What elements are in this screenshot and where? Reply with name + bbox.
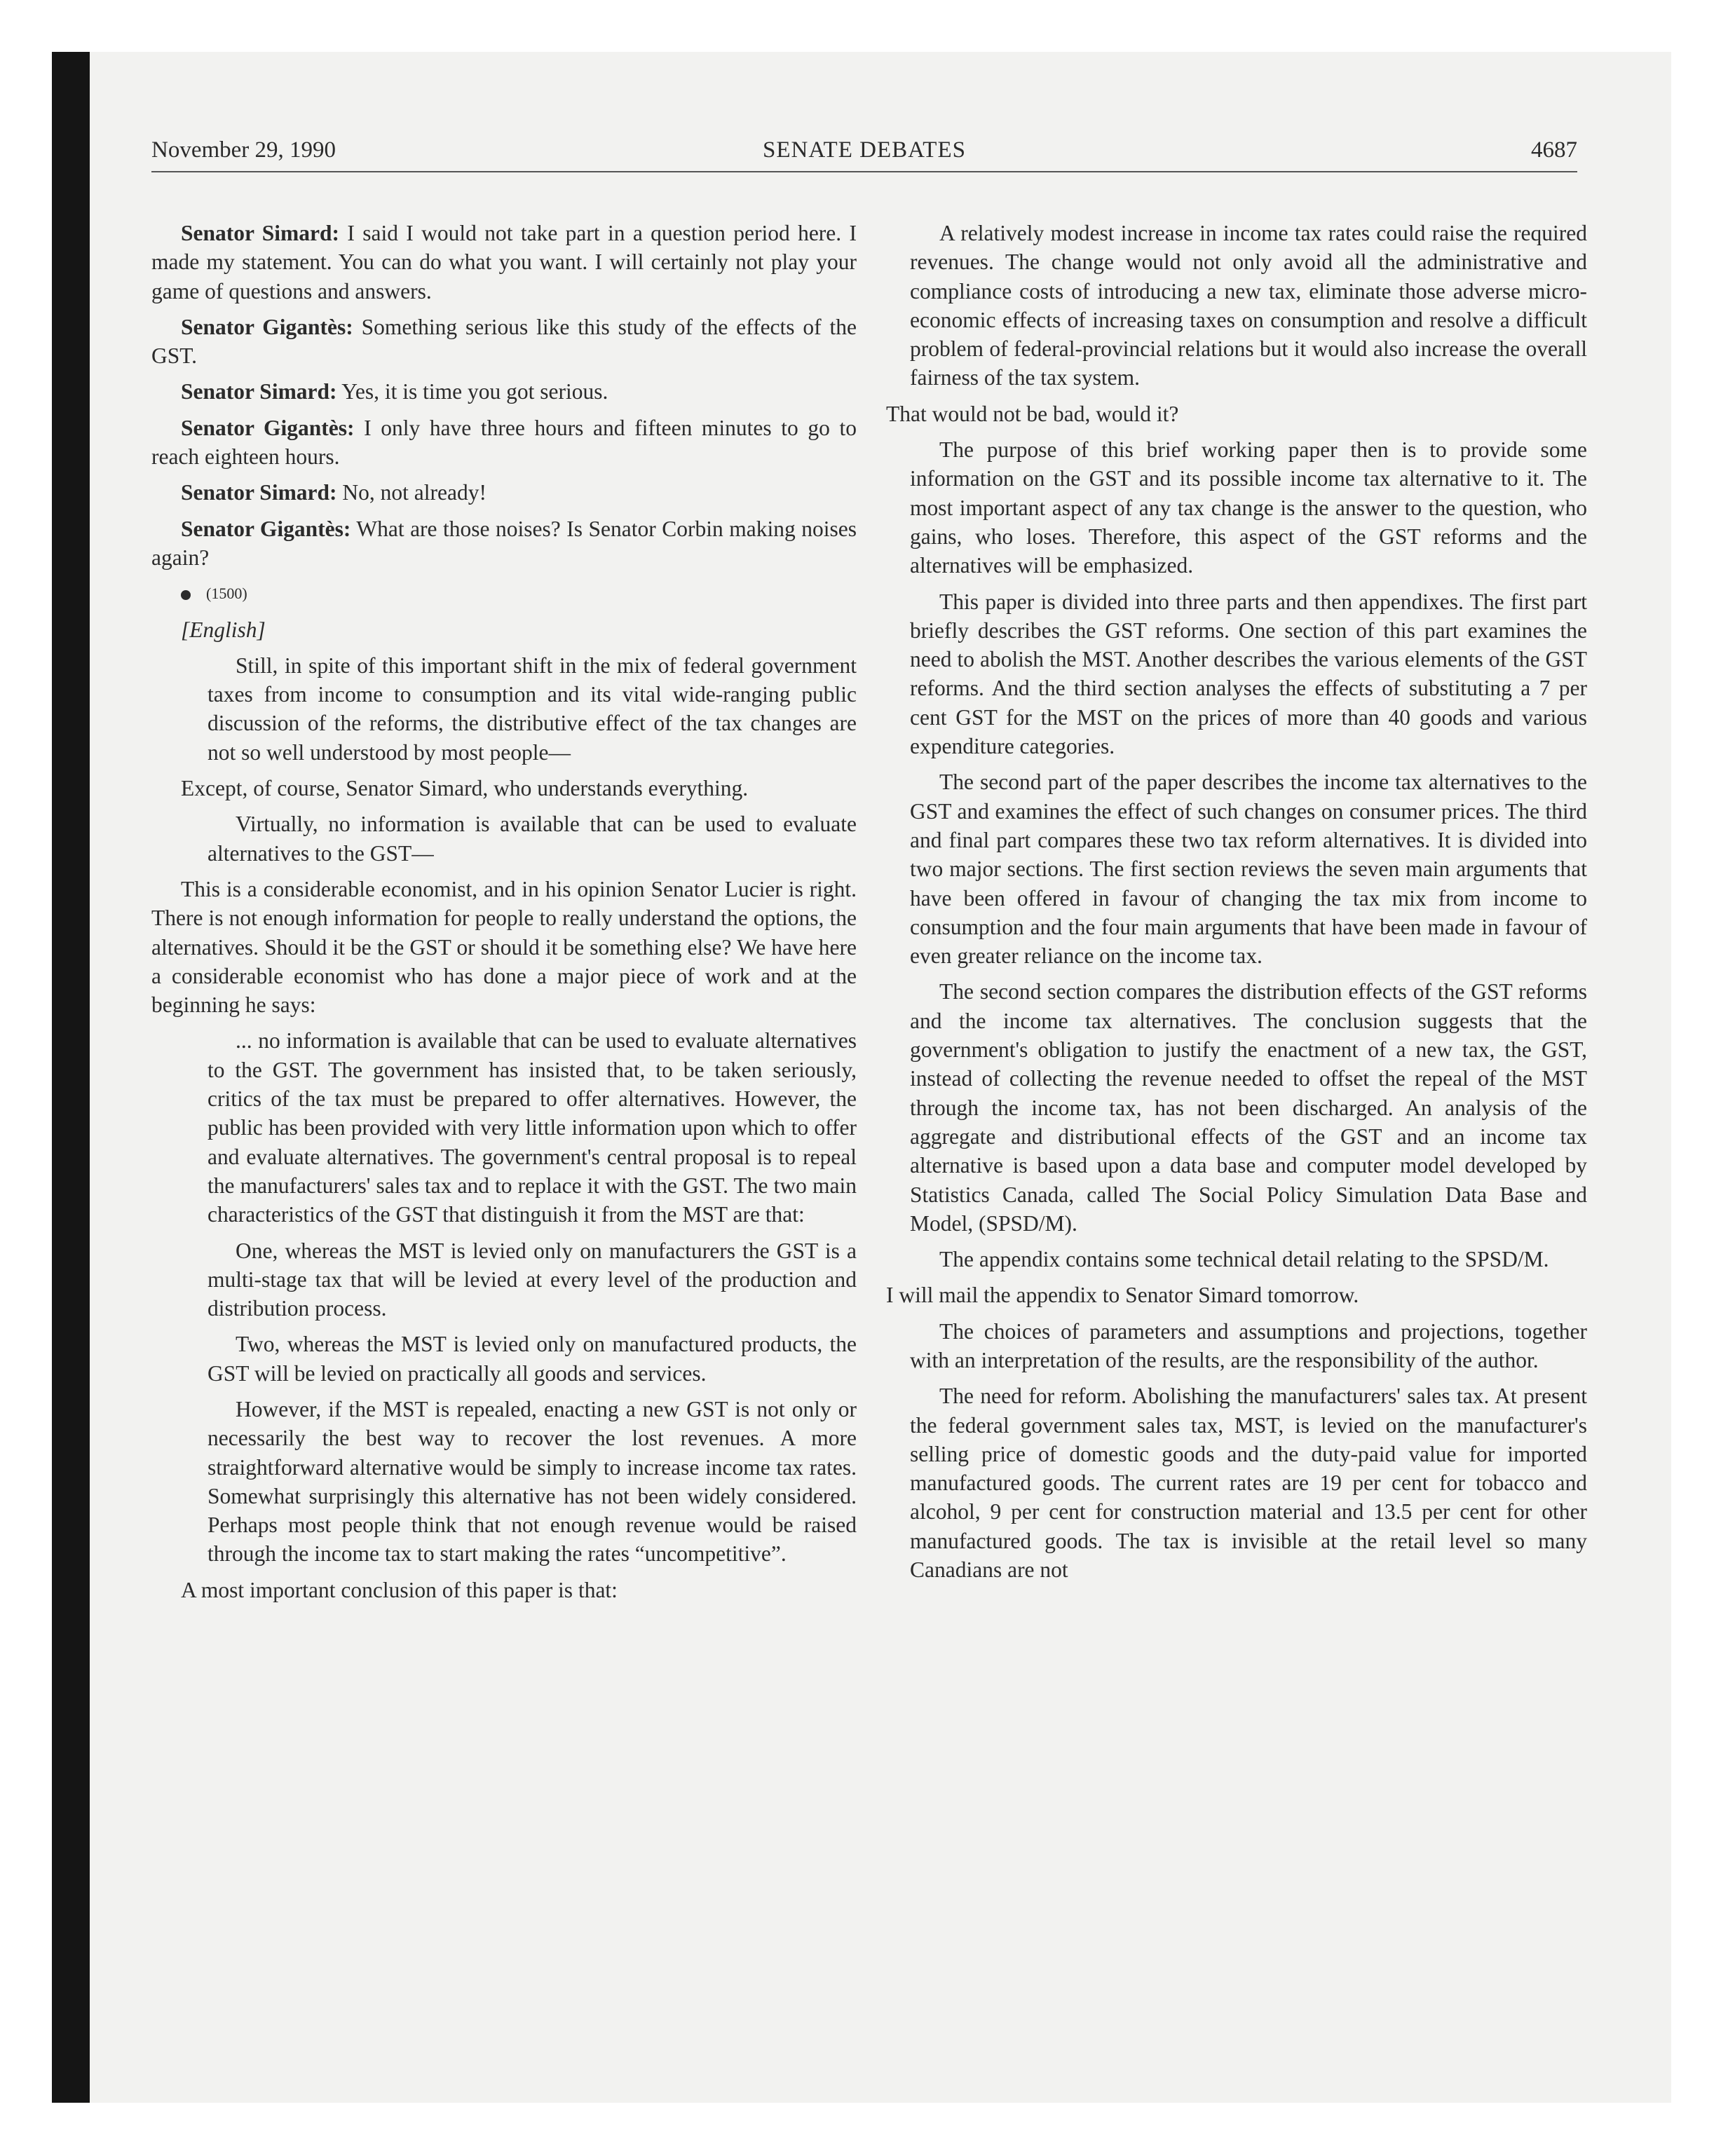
speaker-name: Senator Simard:: [181, 480, 337, 505]
quoted-passage: One, whereas the MST is levied only on manufacturers the GST is a multi-stage tax that will be levied at every level of the production and distribution process.: [207, 1238, 857, 1321]
quoted-passage: The appendix contains some technical detail relating to the SPSD/M.: [939, 1247, 1549, 1272]
speaker-name: Senator Simard:: [181, 221, 340, 245]
header-page-number: 4687: [1531, 137, 1577, 163]
quoted-passage: The second part of the paper describes the income tax alternatives to the GST and examines the effect of such changes on consumer prices. The third and final part compares these two tax reform alternatives. It is divided into two major sections. The first section reviews the seven main arguments that have been offered in favour of changing the tax mix from income to consumption and the four main arguments that have been made in favour of even greater reliance on the income tax.: [910, 770, 1587, 969]
quoted-passage: ... no information is available that can be used to evaluate alternatives to the GST. The government has insisted that, to be taken seriously, critics of the tax must be prepared to offer alternatives. However, the public has been provided with very little information upon which to offer and evaluate alternatives. The government's central proposal is to repeal the manufacturers' sales tax and to replace it with the GST. The two main characteristics of the GST that distinguish it from the MST are that:: [207, 1028, 857, 1227]
speech-paragraph: [151, 514, 857, 573]
left-column: [151, 219, 857, 1611]
quoted-passage: Two, whereas the MST is levied only on manufactured products, the GST will be levied on practically all goods and services.: [207, 1332, 857, 1386]
quoted-passage: The purpose of this brief working paper then is to provide some information on the GST and its possible income tax alternative to it. The most important aspect of any tax change is the answer to the question, who gains, who loses. Therefore, this aspect of the GST reforms and the alternatives will be emphasized.: [910, 437, 1587, 578]
quoted-passage: This paper is divided into three parts and then appendixes. The first part briefly describes the GST reforms. One section of this part examines the need to abolish the MST. Another describes the various elements of the GST reforms. And the third section analyses the effects of substituting a 7 per cent GST for the MST on the prices of more than 40 goods and various expenditure categories.: [910, 589, 1587, 759]
speech-paragraph: A most important conclusion of this paper is that:: [181, 1577, 618, 1602]
speech-paragraph: [151, 478, 857, 507]
bullet-icon: [181, 590, 191, 600]
speech-paragraph: That would not be bad, would it?: [886, 401, 1179, 426]
quoted-passage: Virtually, no information is available that can be used to evaluate alternatives to the GST—: [207, 812, 857, 866]
speaker-name: Senator Gigantès:: [181, 314, 353, 339]
header-title: SENATE DEBATES: [763, 137, 966, 163]
quoted-passage: The need for reform. Abolishing the manufacturers' sales tax. At present the federal government sales tax, MST, is levied on the manufacturer's selling price of domestic goods and the duty-paid value for imported manufactured goods. The current rates are 19 per cent for tobacco and alcohol, 9 per cent for construction material and 13.5 per cent for other manufactured goods. The tax is invisible at the retail level so many Canadians are not: [910, 1384, 1587, 1583]
speech-text: I said I would not take part in a question period here. I made my statement. You can do what you want. I will certainly not play your game of questions and answers.: [151, 221, 857, 303]
speech-text: What are those noises? Is Senator Corbin making noises again?: [151, 516, 857, 570]
speech-text: No, not already!: [336, 480, 487, 505]
timestamp-marker: [151, 579, 857, 608]
speech-text: I only have three hours and fifteen minutes to go to reach eighteen hours.: [151, 415, 857, 470]
speech-paragraph: [151, 377, 857, 406]
speech-text: Yes, it is time you got serious.: [336, 379, 608, 404]
speaker-name: Senator Gigantès:: [181, 516, 351, 541]
running-header: [151, 137, 1577, 170]
speech-paragraph: I will mail the appendix to Senator Simard tomorrow.: [886, 1283, 1359, 1308]
language-tag: [English]: [181, 617, 266, 642]
quoted-passage: However, if the MST is repealed, enacting a new GST is not only or necessarily the best way to recover the lost revenues. A more straightforward alternative would be simply to increase income tax rates. Somewhat surprisingly this alternative has not been widely considered. Perhaps most people think that not enough revenue would be raised through the income tax to start making the rates “uncompetitive”.: [207, 1396, 857, 1567]
right-column: [886, 219, 1587, 1591]
speech-paragraph: [151, 313, 857, 371]
quoted-passage: Still, in spite of this important shift in the mix of federal government taxes from income to consumption and its vital wide-ranging public discussion of the reforms, the distributive effect of the tax changes are not so well understood by most people—: [207, 653, 857, 765]
header-rule: [151, 171, 1577, 172]
quoted-passage: The choices of parameters and assumptions and projections, together with an interpretation of the results, are the responsibility of the author.: [910, 1318, 1587, 1372]
speech-paragraph: Except, of course, Senator Simard, who understands everything.: [181, 776, 749, 801]
header-date: November 29, 1990: [151, 137, 336, 163]
speech-paragraph: [151, 414, 857, 472]
quoted-passage: The second section compares the distribution effects of the GST reforms and the income tax alternatives. The conclusion suggests that the government's obligation to justify the enactment of a new tax, the GST, instead of collecting the revenue needed to offset the repeal of the MST through the income tax, has not been discharged. An analysis of the aggregate and distributional effects of the GST and an income tax alternative is based upon a data base and computer model developed by Statistics Canada, called The Social Policy Simulation Data Base and Model, (SPSD/M).: [910, 979, 1587, 1236]
quoted-passage: A relatively modest increase in income tax rates could raise the required revenues. The change would not only avoid all the administrative and compliance costs of introducing a new tax, eliminate those adverse micro-economic effects of increasing taxes on consumption and resolve a difficult problem of federal-provincial relations but it would also increase the overall fairness of the tax system.: [910, 221, 1587, 390]
binding-edge: [52, 52, 90, 2103]
speech-paragraph: [151, 219, 857, 306]
speaker-name: Senator Simard:: [181, 379, 337, 404]
speaker-name: Senator Gigantès:: [181, 415, 355, 440]
speech-paragraph: This is a considerable economist, and in his opinion Senator Lucier is right. There is not enough information for people to really understand the options, the alternatives. Should it be the GST or should it be something else? We have here a considerable economist who has done a major piece of work and at the beginning he says:: [151, 876, 857, 1018]
speech-text: Something serious like this study of the effects of the GST.: [151, 314, 857, 369]
timestamp-text: (1500): [206, 585, 247, 603]
